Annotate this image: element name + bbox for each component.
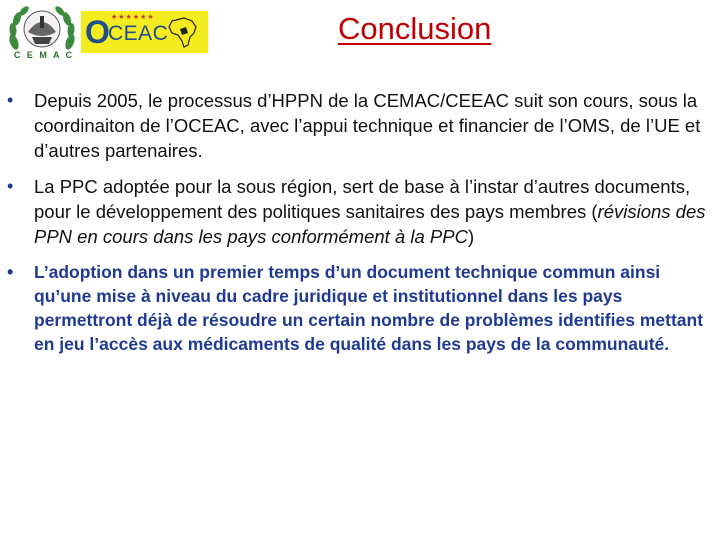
oceac-logo bbox=[81, 11, 208, 53]
bullet-text-after: ) bbox=[467, 226, 475, 247]
bullet-list bbox=[0, 88, 720, 356]
oceac-logo-o: O bbox=[85, 14, 110, 50]
bullet-item-emphasis bbox=[0, 260, 720, 356]
bullet-marker-icon: • bbox=[7, 176, 14, 196]
bullet-marker-icon: • bbox=[7, 90, 14, 110]
bullet-marker-icon: • bbox=[7, 262, 14, 282]
bullet-text bbox=[34, 174, 712, 249]
bullet-text: L’adoption dans un premier temps d’un document technique commun ainsi qu’une mise à niveau du cadre juridique et institutionnel dans les pays permettront déjà de résoudre un certain nombre de problèmes identifies mettant en jeu l’accès aux médicaments de qualité dans les pays de la communauté. bbox=[34, 262, 704, 354]
africa-map-icon bbox=[164, 15, 204, 49]
oceac-stars: ★★★★★★ bbox=[111, 14, 155, 21]
cemac-letters: C E M A C bbox=[13, 50, 75, 60]
bullet-text-before: La PPC adoptée pour la sous région, sert de base à l’instar d’autres documents, pour le développement des politiques sanitaires des pays membres ( bbox=[34, 176, 691, 222]
bullet-item bbox=[0, 88, 720, 163]
bullet-item bbox=[0, 174, 720, 249]
oceac-logo-text: CEAC bbox=[108, 22, 169, 45]
bullet-text: Depuis 2005, le processus d’HPPN de la CEMAC/CEEAC suit son cours, sous la coordinaiton de l’OCEAC, avec l’appui technique et financier de l’OMS, de l’UE et d’autres partenaires. bbox=[34, 90, 701, 161]
bullet-text-italic: révisions des PPN en cours dans les pays conformément à la PPC bbox=[34, 201, 706, 247]
slide-title: Conclusion bbox=[338, 11, 492, 46]
